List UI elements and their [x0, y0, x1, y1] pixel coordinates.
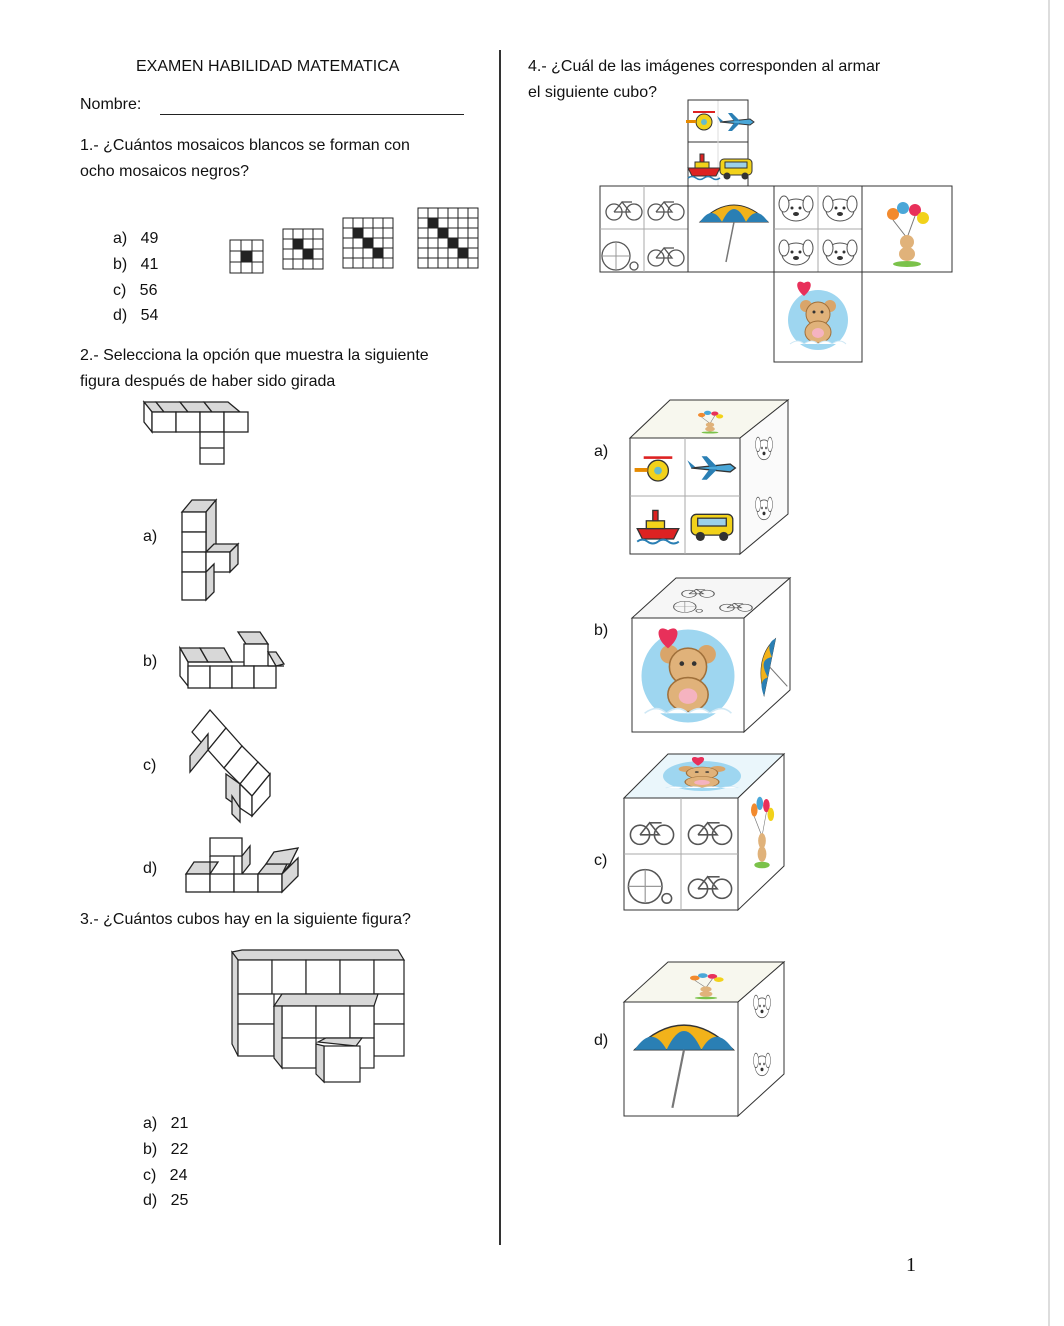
q2-reference-figure [140, 398, 255, 470]
q4-text-line1: 4.- ¿Cuál de las imágenes corresponden al armar [528, 58, 881, 75]
column-divider [499, 50, 501, 1245]
q2-option-d-figure[interactable] [184, 834, 306, 894]
q4-option-d-cube[interactable] [622, 960, 788, 1122]
q4-option-d-label[interactable]: d) [594, 1032, 609, 1049]
q4-option-c-label[interactable]: c) [594, 852, 608, 869]
q3-option-d[interactable]: d) 25 [143, 1192, 189, 1209]
page-edge [1048, 0, 1050, 1326]
q4-option-a-label[interactable]: a) [594, 443, 609, 460]
q1-option-a[interactable]: a) 49 [113, 230, 159, 247]
q2-option-d-label[interactable]: d) [143, 860, 158, 877]
q2-option-b-label[interactable]: b) [143, 653, 158, 670]
q4-cube-net [598, 98, 954, 364]
mosaic-pattern-1 [230, 240, 264, 274]
q2-option-b-figure[interactable] [176, 628, 292, 692]
q1-text-line2: ocho mosaicos negros? [80, 163, 249, 180]
q1-text-line1: 1.- ¿Cuántos mosaicos blancos se forman con [80, 137, 410, 154]
name-field-line [160, 114, 464, 115]
q2-option-c-label[interactable]: c) [143, 757, 157, 774]
q2-text-line2: figura después de haber sido girada [80, 373, 336, 390]
page-number: 1 [906, 1254, 916, 1276]
q4-option-b-label[interactable]: b) [594, 622, 609, 639]
mosaic-pattern-3 [343, 218, 395, 270]
mosaic-pattern-4 [418, 208, 480, 270]
mosaic-pattern-2 [283, 229, 325, 271]
q3-cube-stack-figure [228, 948, 408, 1088]
q4-option-a-cube[interactable] [624, 398, 792, 558]
q1-option-d[interactable]: d) 54 [113, 307, 159, 324]
q2-option-a-label[interactable]: a) [143, 528, 158, 545]
q1-option-b[interactable]: b) 41 [113, 256, 159, 273]
q4-option-c-cube[interactable] [622, 752, 788, 914]
q2-text-line1: 2.- Selecciona la opción que muestra la siguiente [80, 347, 429, 364]
name-label: Nombre: [80, 96, 142, 113]
q3-option-a[interactable]: a) 21 [143, 1115, 189, 1132]
q2-option-c-figure[interactable] [186, 704, 276, 824]
q4-option-b-cube[interactable] [628, 576, 794, 736]
exam-title: EXAMEN HABILIDAD MATEMATICA [136, 58, 400, 75]
q3-option-b[interactable]: b) 22 [143, 1141, 189, 1158]
q3-option-c[interactable]: c) 24 [143, 1167, 188, 1184]
q4-text-line2: el siguiente cubo? [528, 84, 657, 101]
q3-text: 3.- ¿Cuántos cubos hay en la siguiente figura? [80, 911, 411, 928]
q1-option-c[interactable]: c) 56 [113, 282, 158, 299]
q2-option-a-figure[interactable] [178, 498, 244, 608]
